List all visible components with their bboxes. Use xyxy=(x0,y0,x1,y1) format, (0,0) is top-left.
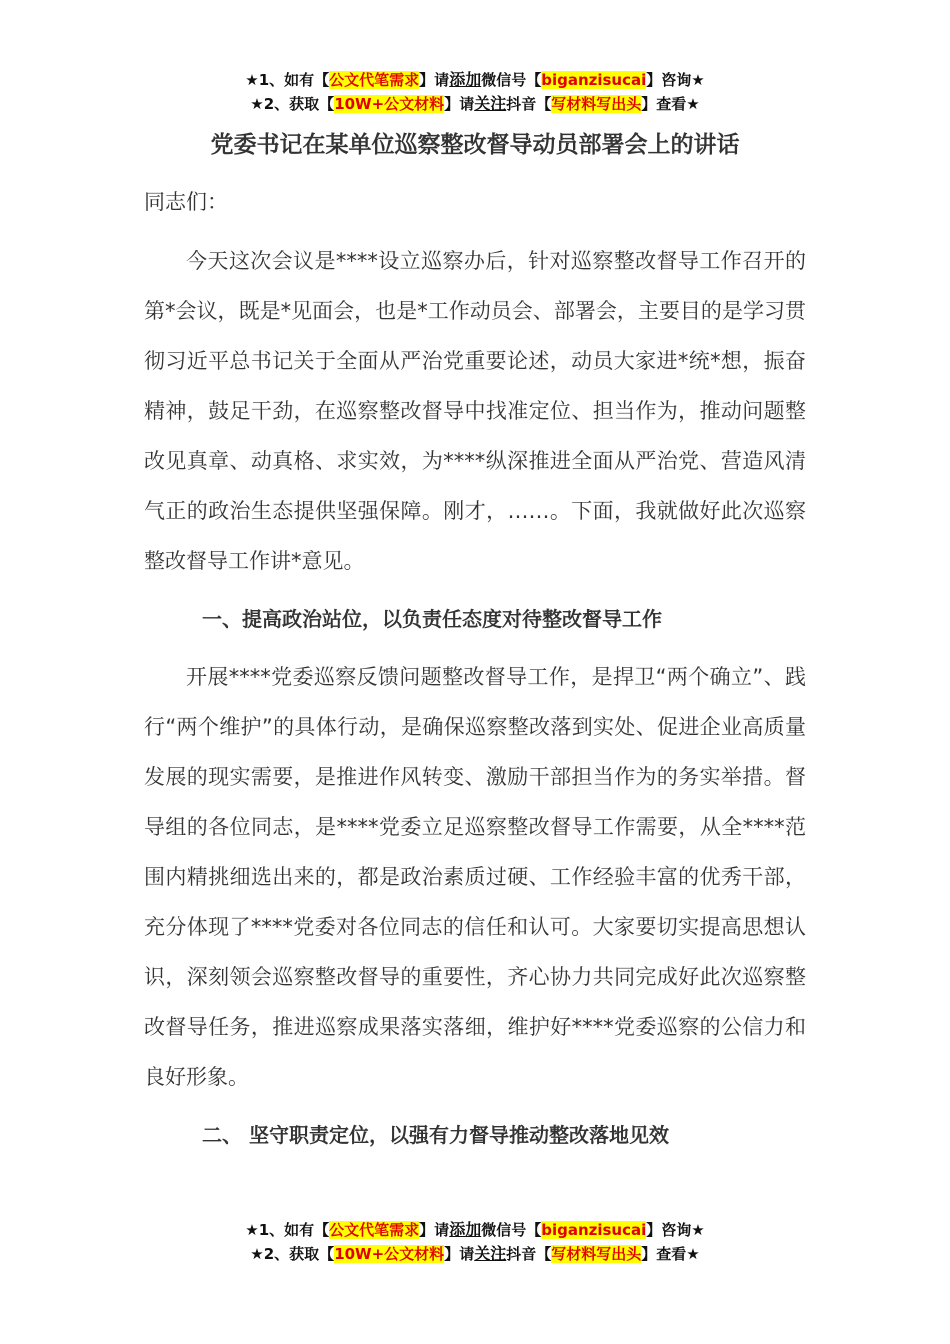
section-heading: 二、 坚守职责定位，以强有力督导推动整改落地见效 xyxy=(202,1123,669,1147)
promo-text: 微信号【 xyxy=(481,71,542,89)
promo-text: ★1、如有【 xyxy=(245,71,330,89)
promo-text: 】请 xyxy=(419,1221,450,1239)
promo-line-2 xyxy=(0,92,950,116)
promo-text: 】请 xyxy=(444,95,475,113)
section-heading: 一、提高政治站位，以负责任态度对待整改督导工作 xyxy=(202,607,662,631)
promo-emphasis: 关注 xyxy=(474,1244,507,1263)
wechat-id-highlight: biganzisucai xyxy=(541,1221,647,1239)
promo-text: 】查看★ xyxy=(641,1245,700,1263)
salutation: 同志们： xyxy=(144,190,228,214)
douyin-name-highlight: 写材料写出头 xyxy=(551,95,642,113)
promo-emphasis: 关注 xyxy=(474,94,507,113)
body-paragraph: 今天这次会议是****设立巡察办后，针对巡察整改督导工作召开的第*会议，既是*见面会，也是*工作动员会、部署会，主要目的是学习贯彻习近平总书记关于全面从严治党重要论述，动员大家进*统*想，振奋精神，鼓足干劲，在巡察整改督导中找准定位、担当作为，推动问题整改见真章、动真格、求实效，为****纵深推进全面从严治党、营造风清气正的政治生态提供坚强保障。刚才，……。下面，我就做好此次巡察整改督导工作讲*意见。 xyxy=(144,249,806,573)
body-paragraph: 开展****党委巡察反馈问题整改督导工作，是捍卫“两个确立”、践行“两个维护”的具体行动，是确保巡察整改落到实处、促进企业高质量发展的现实需要，是推进作风转变、激励干部担当作为的务实举措。督导组的各位同志，是****党委立足巡察整改督导工作需要，从全****范围内精挑细选出来的，都是政治素质过硬、工作经验丰富的优秀干部，充分体现了****党委对各位同志的信任和认可。大家要切实提高思想认识，深刻领会巡察整改督导的重要性，齐心协力共同完成好此次巡察整改督导任务，推进巡察成果落实落细，维护好****党委巡察的公信力和良好形象。 xyxy=(144,665,806,1089)
promo-text: 抖音【 xyxy=(506,1245,552,1263)
wechat-id-highlight: biganzisucai xyxy=(541,71,647,89)
top-promo-banner xyxy=(0,68,950,116)
promo-text: ★2、获取【 xyxy=(250,95,335,113)
promo-emphasis: 添加 xyxy=(449,70,482,89)
promo-text: ★1、如有【 xyxy=(245,1221,330,1239)
bottom-promo-banner xyxy=(0,1218,950,1266)
promo-highlight: 公文代笔需求 xyxy=(329,71,420,89)
document-title: 党委书记在某单位巡察整改督导动员部署会上的讲话 xyxy=(210,132,740,158)
douyin-name-highlight: 写材料写出头 xyxy=(551,1245,642,1263)
promo-text: 】查看★ xyxy=(641,95,700,113)
promo-text: ★2、获取【 xyxy=(250,1245,335,1263)
promo-text: 】咨询★ xyxy=(646,71,705,89)
promo-highlight: 公文代笔需求 xyxy=(329,1221,420,1239)
promo-emphasis: 添加 xyxy=(449,1220,482,1239)
promo-text: 】请 xyxy=(419,71,450,89)
promo-text: 】咨询★ xyxy=(646,1221,705,1239)
promo-text: 】请 xyxy=(444,1245,475,1263)
document-body xyxy=(144,236,806,1160)
promo-text: 微信号【 xyxy=(481,1221,542,1239)
promo-line-2 xyxy=(0,1242,950,1266)
promo-highlight: 10W+公文材料 xyxy=(334,95,445,113)
promo-text: 抖音【 xyxy=(506,95,552,113)
promo-highlight: 10W+公文材料 xyxy=(334,1245,445,1263)
promo-line-1 xyxy=(0,1218,950,1242)
promo-line-1 xyxy=(0,68,950,92)
